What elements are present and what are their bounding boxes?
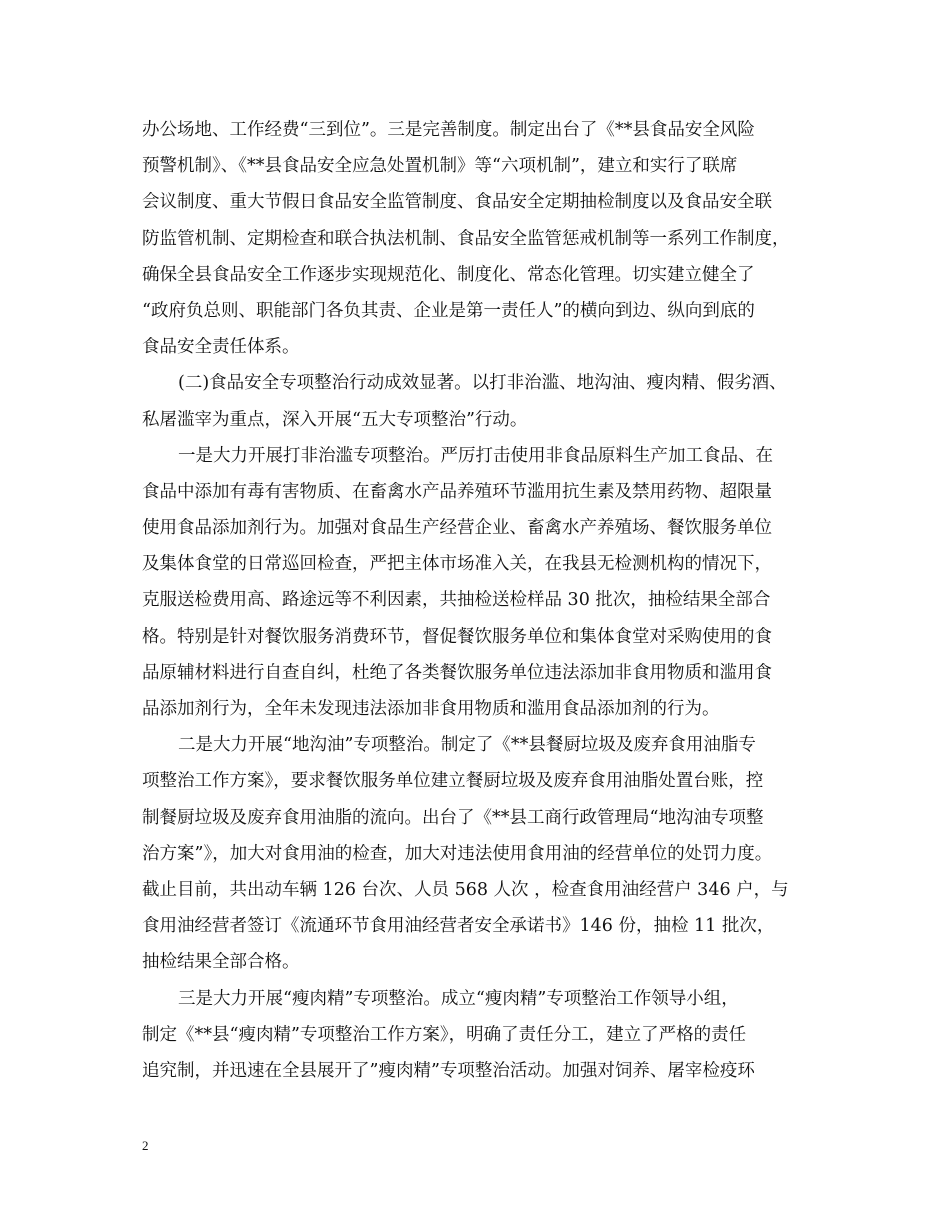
text-line: 一是大力开展打非治滥专项整治。严厉打击使用非食品原料生产加工食品、在 [178, 445, 773, 466]
text-line: 食品中添加有毒有害物质、在畜禽水产品养殖环节滥用抗生素及禁用药物、超限量 [142, 481, 772, 502]
text-line: 克服送检费用高、路途远等不利因素，共抽检送检样品 30 批次，抽检结果全部合 [142, 590, 771, 611]
text-line: 三是大力开展“瘦肉精”专项整治。成立“瘦肉精”专项整治工作领导小组， [178, 988, 739, 1009]
text-line: 制餐厨垃圾及废弃食用油脂的流向。出台了《**县工商行政管理局“地沟油专项整 [142, 807, 764, 828]
text-line: (二)食品安全专项整治行动成效显著。以打非治滥、地沟油、瘦肉精、假劣酒、 [178, 373, 787, 394]
page-number: 2 [142, 1138, 149, 1153]
text-line: 及集体食堂的日常巡回检查，严把主体市场准入关，在我县无检测机构的情况下， [142, 554, 772, 575]
text-line: 抽检结果全部合格。 [142, 952, 300, 973]
text-line: 私屠滥宰为重点，深入开展“五大专项整治”行动。 [142, 409, 528, 430]
text-line: 截止目前，共出动车辆 126 台次、人员 568 人次 ，检查食用油经营户 346 户，与 [142, 879, 789, 900]
text-line: 格。特别是针对餐饮服务消费环节，督促餐饮服务单位和集体食堂对采购使用的食 [142, 626, 772, 647]
text-line: 预警机制》、《**县食品安全应急处置机制》等“六项机制”，建立和实行了联席 [142, 156, 738, 177]
text-line: “政府负总则、职能部门各负其责、企业是第一责任人”的横向到边、纵向到底的 [142, 300, 755, 321]
text-line: 品添加剂行为，全年未发现违法添加非食用物质和滥用食品添加剂的行为。 [142, 699, 720, 719]
text-line: 治方案”》，加大对食用油的检查，加大对违法使用食用油的经营单位的处罚力度。 [142, 843, 773, 864]
text-line: 追究制，并迅速在全县展开了”瘦肉精”专项整治活动。加强对饲养、屠宰检疫环 [142, 1060, 755, 1081]
text-line: 会议制度、重大节假日食品安全监管制度、食品安全定期抽检制度以及食品安全联 [142, 192, 772, 213]
text-line: 确保全县食品安全工作逐步实现规范化、制度化、常态化管理。切实建立健全了 [142, 264, 755, 285]
document-body [142, 112, 817, 1089]
text-line: 项整治工作方案》，要求餐饮服务单位建立餐厨垃圾及废弃食用油脂处置台账，控 [142, 771, 764, 792]
text-line: 食品安全责任体系。 [142, 337, 300, 358]
text-line: 使用食品添加剂行为。加强对食品生产经营企业、畜禽水产养殖场、餐饮服务单位 [142, 518, 772, 539]
text-line: 防监管机制、定期检查和联合执法机制、食品安全监管惩戒机制等一系列工作制度， [142, 228, 790, 249]
text-line: 食用油经营者签订《流通环节食用油经营者安全承诺书》146 份，抽检 11 批次， [142, 916, 775, 937]
text-line: 品原辅材料进行自查自纠，杜绝了各类餐饮服务单位违法添加非食用物质和滥用食 [142, 662, 772, 683]
text-line: 二是大力开展“地沟油”专项整治。制定了《**县餐厨垃圾及废弃食用油脂专 [178, 735, 756, 756]
text-line: 制定《**县“瘦肉精”专项整治工作方案》，明确了责任分工，建立了严格的责任 [142, 1024, 747, 1045]
text-line: 办公场地、工作经费“三到位”。三是完善制度。制定出台了《**县食品安全风险 [142, 120, 755, 140]
